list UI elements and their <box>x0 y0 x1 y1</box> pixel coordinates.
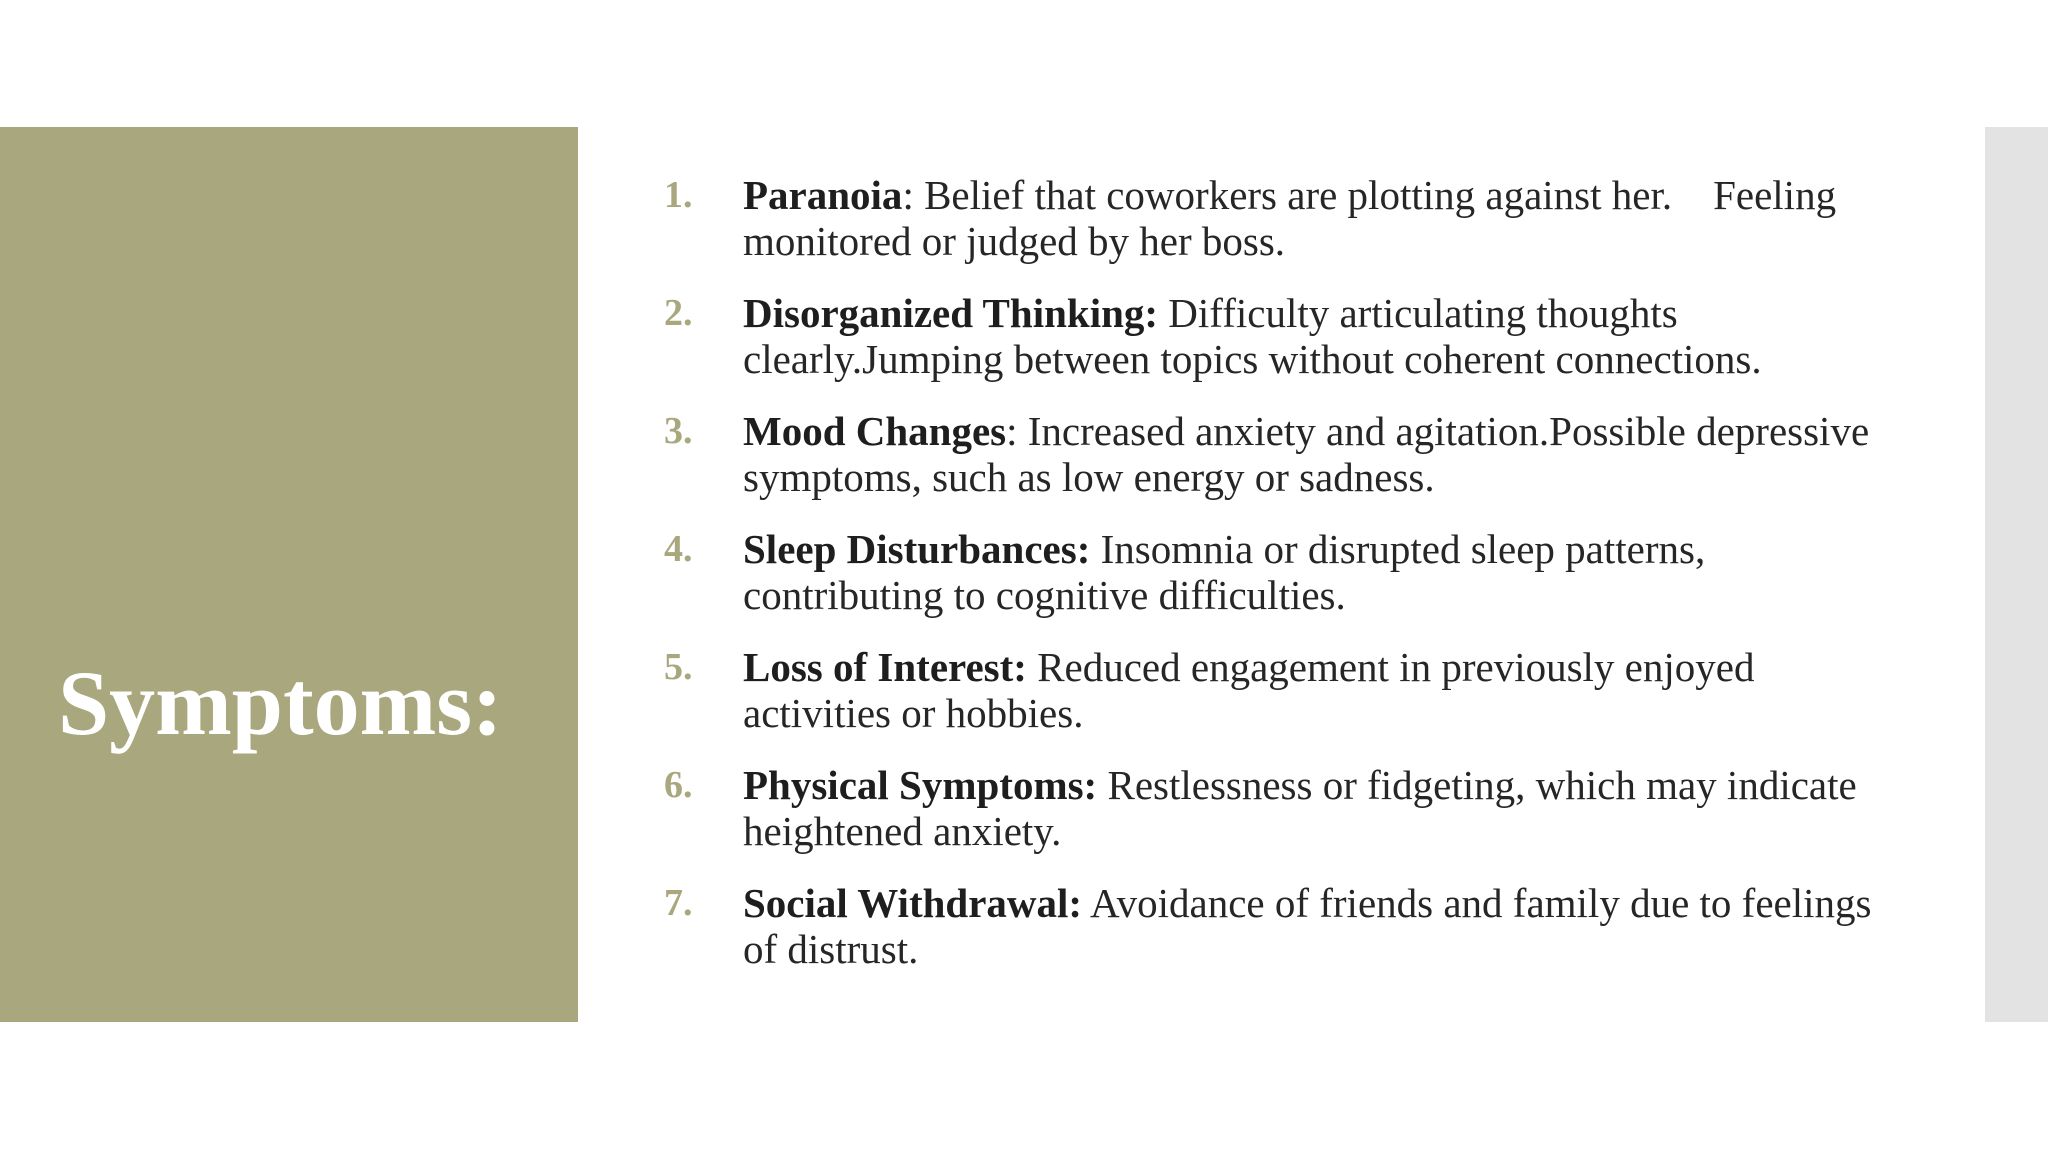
symptom-description: Restlessness or fidgeting, which may indicate heightened anxiety. <box>743 762 1857 854</box>
title-panel <box>0 127 578 1022</box>
right-side-strip <box>1985 127 2048 1022</box>
symptom-text <box>743 290 1883 382</box>
list-number: 3. <box>664 410 693 452</box>
slide-title: Symptoms: <box>58 652 503 754</box>
symptom-description: Avoidance of friends and family due to feelings of distrust. <box>743 880 1872 972</box>
symptom-term: Loss of Interest: <box>743 644 1027 690</box>
symptom-item-social-withdrawal <box>664 880 1904 998</box>
symptom-description: : Belief that coworkers are plotting against her. Feeling monitored or judged by her boss. <box>743 172 1837 264</box>
symptom-text <box>743 172 1883 264</box>
symptom-term: Sleep Disturbances: <box>743 526 1091 572</box>
symptom-item-paranoia <box>664 172 1904 290</box>
symptom-term: Paranoia <box>743 172 903 218</box>
symptom-item-sleep-disturbances <box>664 526 1904 644</box>
symptom-description: Reduced engagement in previously enjoyed activities or hobbies. <box>743 644 1755 736</box>
symptom-text <box>743 644 1883 736</box>
symptom-text <box>743 762 1883 854</box>
symptom-text <box>743 408 1883 500</box>
list-number: 2. <box>664 292 693 334</box>
symptom-text <box>743 526 1883 618</box>
symptom-term: Physical Symptoms: <box>743 762 1098 808</box>
symptom-term: Disorganized Thinking: <box>743 290 1159 336</box>
list-number: 4. <box>664 528 693 570</box>
symptom-item-physical-symptoms <box>664 762 1904 880</box>
list-number: 7. <box>664 882 693 924</box>
symptom-text <box>743 880 1883 972</box>
symptom-term: Mood Changes <box>743 408 1007 454</box>
symptom-item-disorganized-thinking <box>664 290 1904 408</box>
symptom-description: Insomnia or disrupted sleep patterns, contributing to cognitive difficulties. <box>743 526 1706 618</box>
list-number: 1. <box>664 174 693 216</box>
list-number: 6. <box>664 764 693 806</box>
symptom-description: Difficulty articulating thoughts clearly.Jumping between topics without coherent connections. <box>743 290 1762 382</box>
symptom-list <box>664 172 1904 998</box>
list-number: 5. <box>664 646 693 688</box>
symptom-term: Social Withdrawal: <box>743 880 1083 926</box>
symptom-item-mood-changes <box>664 408 1904 526</box>
symptom-description: : Increased anxiety and agitation.Possible depressive symptoms, such as low energy or sadness. <box>743 408 1870 500</box>
symptom-item-loss-of-interest <box>664 644 1904 762</box>
